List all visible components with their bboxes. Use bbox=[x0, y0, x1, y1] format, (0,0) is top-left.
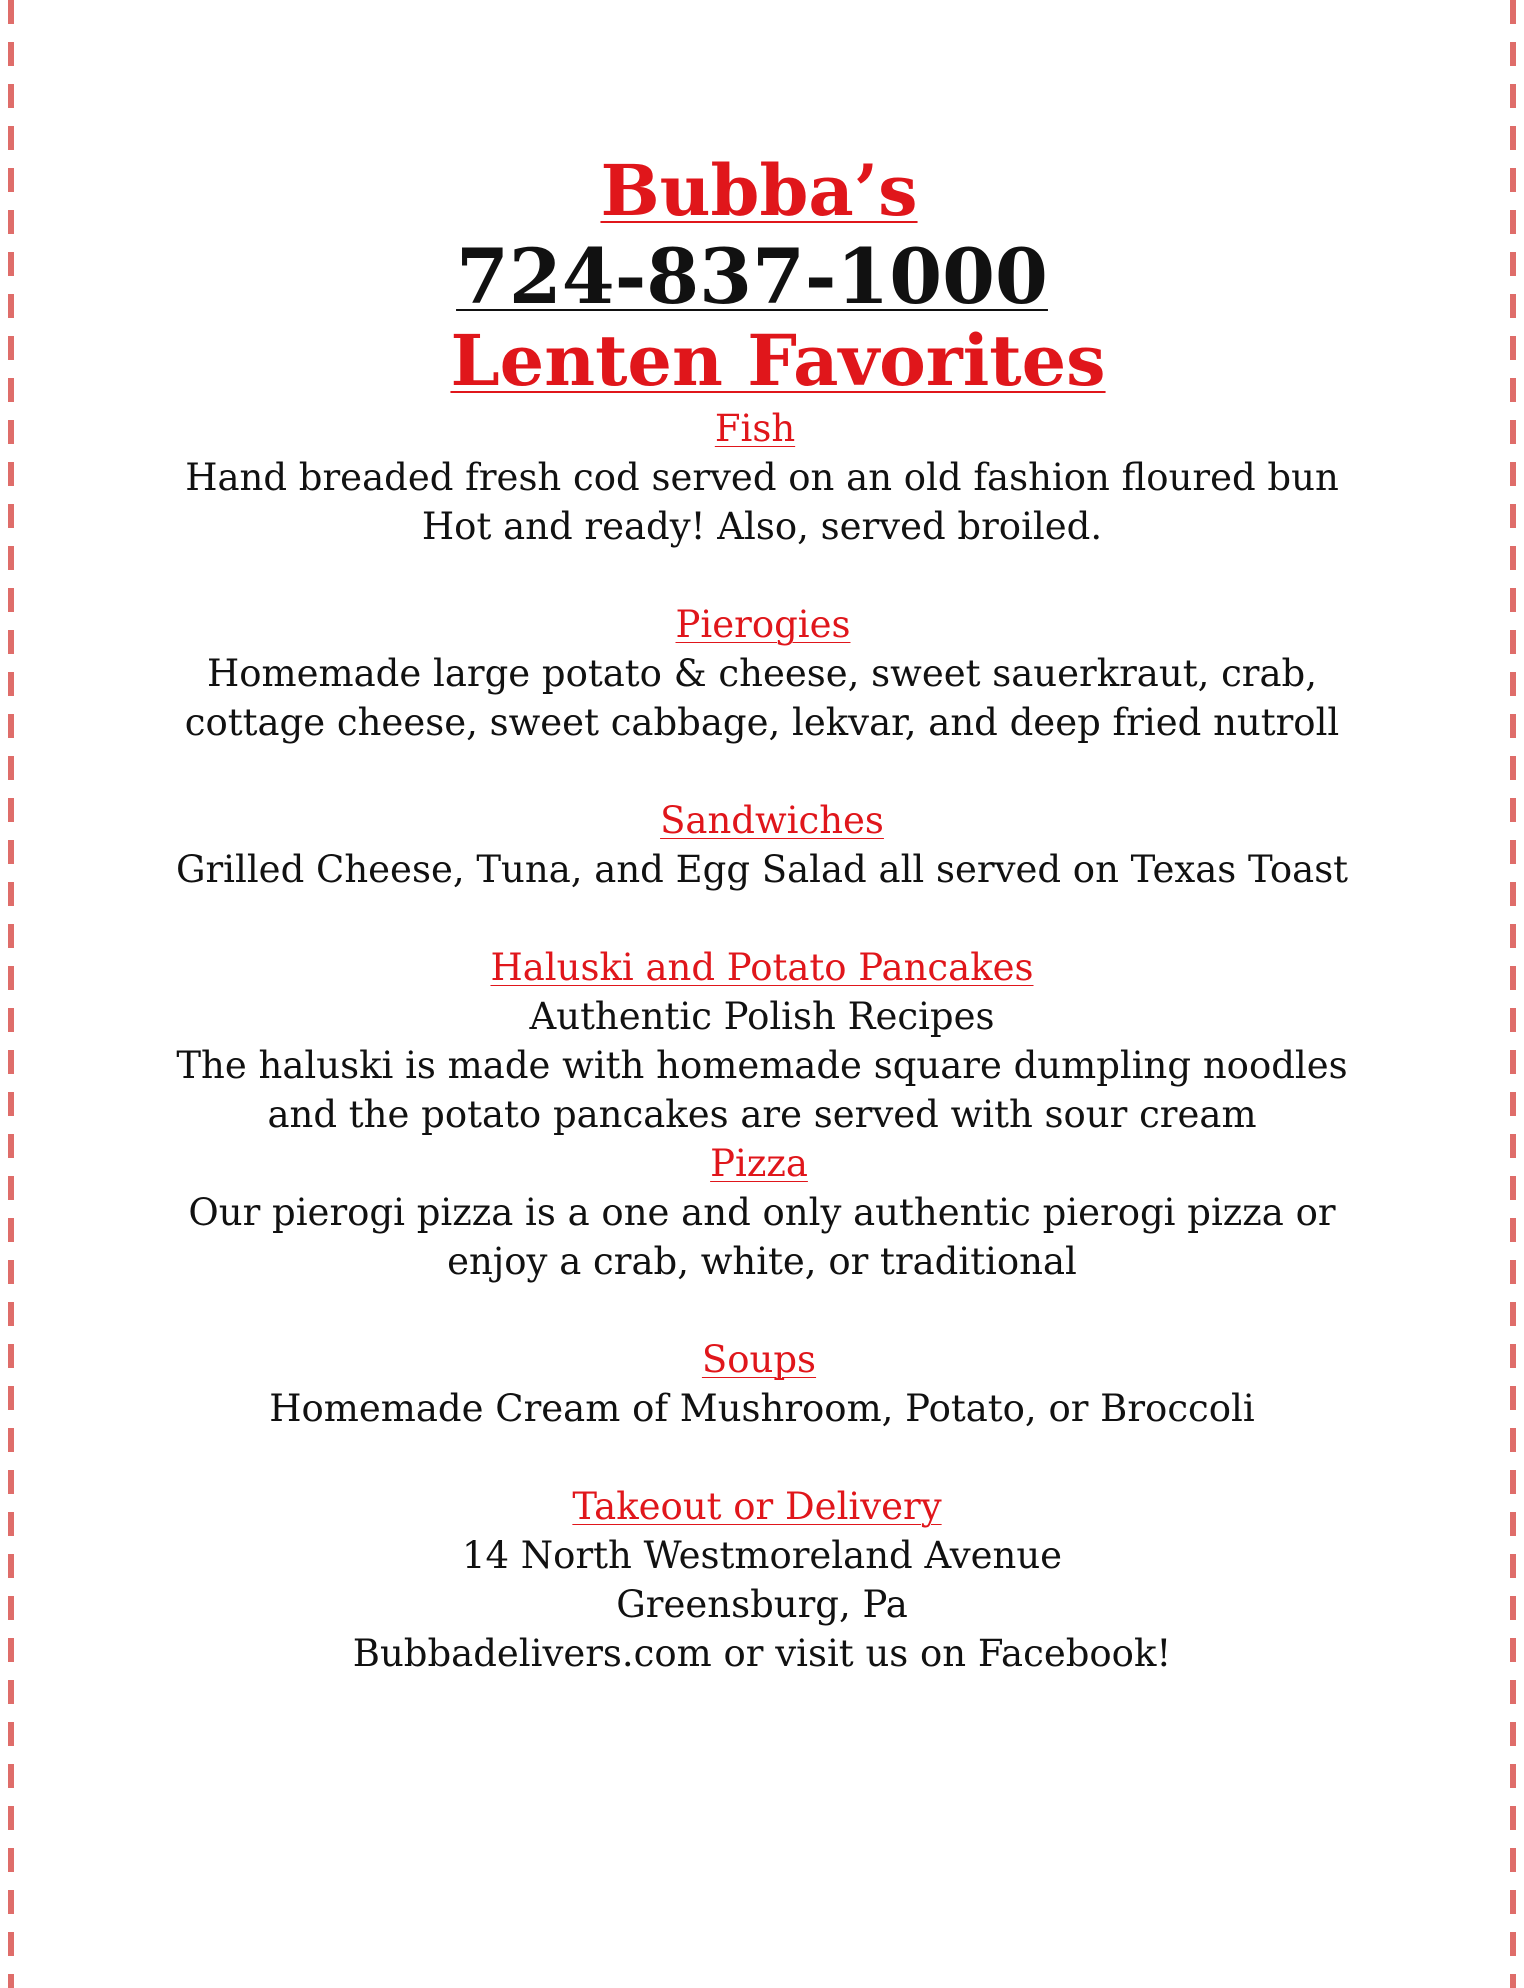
pizza-line: Our pierogi pizza is a one and only authentic pierogi pizza or bbox=[188, 1191, 1336, 1234]
section-title-sandwiches: Sandwiches bbox=[660, 799, 884, 842]
haluski-line: and the potato pancakes are served with sour cream bbox=[267, 1093, 1257, 1136]
section-title-pierogies: Pierogies bbox=[675, 603, 851, 646]
section-haluski bbox=[0, 943, 1524, 1139]
takeout-line: 14 North Westmoreland Avenue bbox=[461, 1534, 1063, 1577]
section-pierogies bbox=[0, 600, 1524, 747]
soups-line: Homemade Cream of Mushroom, Potato, or Broccoli bbox=[269, 1387, 1255, 1430]
takeout-line: Bubbadelivers.com or visit us on Facebook! bbox=[352, 1632, 1172, 1675]
takeout-line: Greensburg, Pa bbox=[616, 1583, 908, 1626]
pierogies-line: Homemade large potato & cheese, sweet sauerkraut, crab, bbox=[206, 652, 1318, 695]
brand-title: Bubba’s bbox=[600, 149, 918, 232]
section-takeout bbox=[0, 1482, 1524, 1678]
pizza-line: enjoy a crab, white, or traditional bbox=[447, 1240, 1077, 1283]
haluski-line: Authentic Polish Recipes bbox=[529, 995, 995, 1038]
section-title-haluski: Haluski and Potato Pancakes bbox=[490, 946, 1034, 989]
section-sandwiches bbox=[0, 796, 1524, 894]
pierogies-line: cottage cheese, sweet cabbage, lekvar, and deep fried nutroll bbox=[184, 701, 1340, 744]
section-fish bbox=[0, 404, 1524, 551]
section-soups bbox=[0, 1335, 1524, 1433]
fish-line: Hand breaded fresh cod served on an old fashion floured bun bbox=[185, 456, 1339, 499]
section-title-pizza: Pizza bbox=[710, 1142, 808, 1185]
sandwiches-line: Grilled Cheese, Tuna, and Egg Salad all served on Texas Toast bbox=[175, 848, 1349, 891]
page-headline: Lenten Favorites bbox=[450, 319, 1106, 402]
phone-number: 724-837-1000 bbox=[456, 232, 1048, 321]
haluski-line: The haluski is made with homemade square dumpling noodles bbox=[176, 1044, 1348, 1087]
section-title-fish: Fish bbox=[714, 407, 796, 450]
section-title-takeout: Takeout or Delivery bbox=[572, 1485, 942, 1528]
fish-line: Hot and ready! Also, served broiled. bbox=[421, 505, 1103, 548]
menu-body bbox=[0, 404, 1524, 1678]
section-pizza bbox=[0, 1139, 1524, 1286]
section-title-soups: Soups bbox=[701, 1338, 817, 1381]
